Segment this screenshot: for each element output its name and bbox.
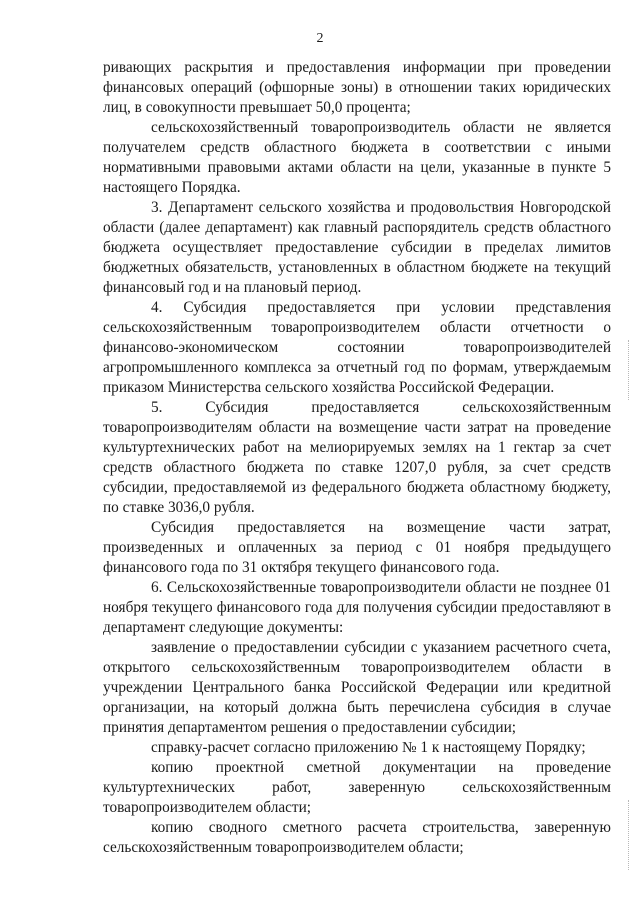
paragraph-period: Субсидия предоставляется на возмещение части затрат, произведенных и оплаченных за период с 01 ноября предыдущего финансового года по 31 октября текущего финансового года. [103,519,611,576]
paragraph-continuation: ривающих раскрытия и предоставления информации при проведении финансовых операций (офшорные зоны) в отношении таких юридических лиц, в совокупности превышает 50,0 процента; [103,59,611,116]
paragraph-3-department: 3. Департамент сельского хозяйства и продовольствия Новгородской области (далее департамент) как главный распорядитель средств областного бюджета осуществляет предоставление субсидии в пределах лимитов бюджетных обязательств, установленных в областном бюджете на текущий финансовый год и на плановый период. [103,199,611,296]
paragraph-5-rates: 5. Субсидия предоставляется сельскохозяйственным товаропроизводителям области на возмещение части затрат на проведение культуртехнических работ на мелиорируемых землях на 1 гектар за счет средств областного бюджета по ставке 1207,0 рубля, за счет средств субсидии, предоставляемой из федерального бюджета областному бюджету, по ставке 3036,0 рубля. [103,399,611,516]
scan-margin-marks [628,340,635,400]
paragraph-4-reporting: 4. Субсидия предоставляется при условии представления сельскохозяйственным товаропроизводителем области отчетности о финансово-экономическом состоянии товаропроизводителей агропромышленного комплекса за отчетный год по формам, утверждаемым приказом Министерства сельского хозяйства Российской Федерации. [103,299,611,396]
paragraph-not-recipient: сельскохозяйственный товаропроизводитель области не является получателем средств областного бюджета в соответствии с иными нормативными правовыми актами области на цели, указанные в пункте 5 настоящего Порядка. [103,119,611,196]
scan-margin-marks [628,800,635,870]
list-item-calculation: справку-расчет согласно приложению № 1 к настоящему Порядку; [151,739,586,756]
list-item-estimate: копию сводного сметного расчета строительства, заверенную сельскохозяйственным товаропроизводителем области; [103,819,611,856]
page-number: 2 [316,31,324,46]
paragraph-6-documents: 6. Сельскохозяйственные товаропроизводители области не позднее 01 ноября текущего финансового года для получения субсидии предоставляют в департамент следующие документы: [103,579,611,636]
list-item-project-docs: копию проектной сметной документации на проведение культуртехнических работ, заверенную сельскохозяйственным товаропроизводителем области; [103,759,611,816]
list-item-application: заявление о предоставлении субсидии с указанием расчетного счета, открытого сельскохозяйственным товаропроизводителем области в учреждении Центрального банка Российской Федерации или кредитной организации, на который должна быть перечислена субсидия в случае принятия департаментом решения о предоставлении субсидии; [103,639,611,736]
document-body [103,58,611,858]
